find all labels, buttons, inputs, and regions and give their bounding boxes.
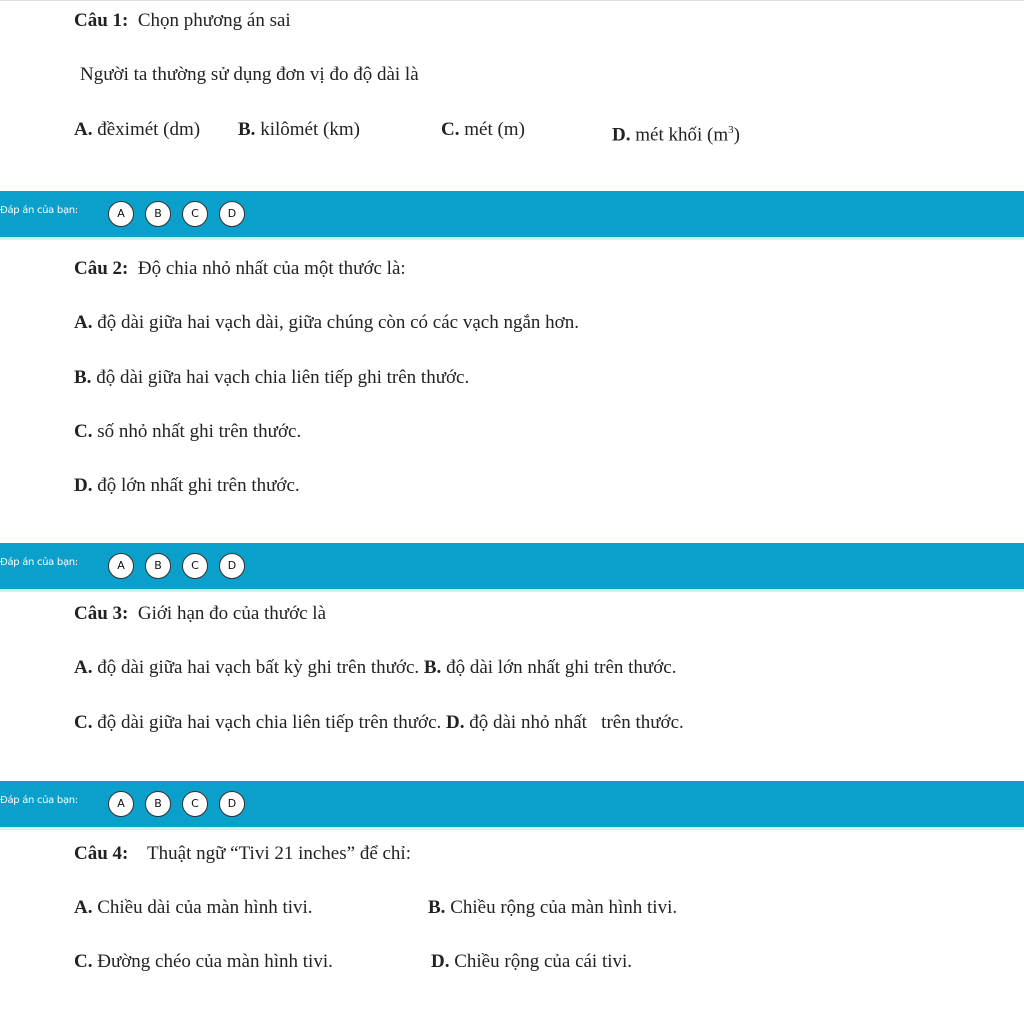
q1-option-a <box>74 119 200 141</box>
answer-option-d[interactable]: D <box>219 201 245 227</box>
answer-option-d[interactable]: D <box>219 791 245 817</box>
q1-option-d-text: mét khối (m <box>635 124 729 146</box>
q4-text: Thuật ngữ “Tivi 21 inches” để chỉ: <box>147 843 411 864</box>
q2-option-c <box>74 421 301 443</box>
q2-option-d <box>74 475 300 497</box>
q3-text: Giới hạn đo của thước là <box>137 603 327 624</box>
q3-option-d-key: D. <box>446 712 465 733</box>
q2-option-b <box>74 367 469 389</box>
q4-header <box>74 843 411 865</box>
q1-prompt: Người ta thường sử dụng đơn vị đo độ dài là <box>80 64 419 85</box>
q4-option-b-key: B. <box>428 897 446 918</box>
answer-option-c[interactable]: C <box>182 201 208 227</box>
q2-number: Câu 2: <box>74 258 129 279</box>
top-divider <box>0 0 1024 1</box>
q4-option-a-text: Chiều dài của màn hình tivi. <box>97 897 313 918</box>
answer-option-a[interactable]: A <box>108 201 134 227</box>
answer-bar-label: Đáp án của bạn: <box>0 205 78 216</box>
q1-option-c <box>441 119 525 141</box>
q4-option-c-key: C. <box>74 951 93 972</box>
q1-option-d-key: D. <box>612 124 631 146</box>
answer-option-c[interactable]: C <box>182 791 208 817</box>
q3-header <box>74 603 326 625</box>
q1-option-c-key: C. <box>441 119 460 140</box>
q3-option-a-key: A. <box>74 657 93 678</box>
q3-options-row-1 <box>74 657 676 679</box>
answer-option-c[interactable]: C <box>182 553 208 579</box>
q4-option-c <box>74 951 333 973</box>
answer-bar-label: Đáp án của bạn: <box>0 795 78 806</box>
q2-option-b-text: độ dài giữa hai vạch chia liên tiếp ghi trên thước. <box>96 367 470 388</box>
answer-option-b[interactable]: B <box>145 553 171 579</box>
answer-bar-q3 <box>0 781 1024 830</box>
q1-number: Câu 1: <box>74 10 129 31</box>
q2-option-a-key: A. <box>74 312 93 333</box>
answer-bar-q1 <box>0 191 1024 240</box>
q2-option-c-key: C. <box>74 421 93 442</box>
q1-option-d-close: ) <box>733 124 740 146</box>
q4-number: Câu 4: <box>74 843 129 864</box>
q2-option-d-text: độ lớn nhất ghi trên thước. <box>97 475 300 496</box>
q3-options-row-2 <box>74 712 684 734</box>
q1-option-c-text: mét (m) <box>464 119 525 140</box>
q1-header <box>74 10 291 32</box>
q2-option-a-text: độ dài giữa hai vạch dài, giữa chúng còn có các vạch ngắn hơn. <box>97 312 579 333</box>
q3-option-c-text: độ dài giữa hai vạch chia liên tiếp trên thước. <box>97 712 442 733</box>
q4-option-d <box>431 951 632 973</box>
q3-option-a-text: độ dài giữa hai vạch bất kỳ ghi trên thước. <box>97 657 420 678</box>
q1-option-a-key: A. <box>74 119 93 140</box>
q2-text: Độ chia nhỏ nhất của một thước là: <box>137 258 406 279</box>
q4-option-d-text: Chiều rộng của cái tivi. <box>454 951 633 972</box>
q4-option-b <box>428 897 677 919</box>
answer-option-a[interactable]: A <box>108 791 134 817</box>
q4-option-a-key: A. <box>74 897 93 918</box>
q3-option-b-key: B. <box>423 657 442 678</box>
answer-bar-q2 <box>0 543 1024 592</box>
q1-option-b <box>238 119 360 141</box>
q4-option-c-text: Đường chéo của màn hình tivi. <box>97 951 333 972</box>
q3-number: Câu 3: <box>74 603 129 624</box>
q1-text: Chọn phương án sai <box>137 10 291 31</box>
q4-option-b-text: Chiều rộng của màn hình tivi. <box>450 897 678 918</box>
answer-bar-label: Đáp án của bạn: <box>0 557 78 568</box>
q1-option-d-sup: 3 <box>728 124 734 136</box>
q1-option-b-key: B. <box>238 119 256 140</box>
q1-option-d <box>612 119 740 146</box>
q3-option-d-text: độ dài nhỏ nhất trên thước. <box>469 712 684 733</box>
q4-option-a <box>74 897 313 919</box>
q2-option-a <box>74 312 579 334</box>
answer-option-b[interactable]: B <box>145 201 171 227</box>
q2-option-d-key: D. <box>74 475 93 496</box>
q4-option-d-key: D. <box>431 951 450 972</box>
q3-option-c-key: C. <box>74 712 93 733</box>
answer-option-b[interactable]: B <box>145 791 171 817</box>
answer-option-d[interactable]: D <box>219 553 245 579</box>
q2-option-c-text: số nhỏ nhất ghi trên thước. <box>97 421 302 442</box>
q3-option-b-text: độ dài lớn nhất ghi trên thước. <box>446 657 677 678</box>
q2-option-b-key: B. <box>74 367 92 388</box>
answer-option-a[interactable]: A <box>108 553 134 579</box>
q1-option-b-text: kilômét (km) <box>260 119 360 140</box>
q2-header <box>74 258 406 280</box>
q1-option-a-text: đềximét (dm) <box>97 119 201 140</box>
